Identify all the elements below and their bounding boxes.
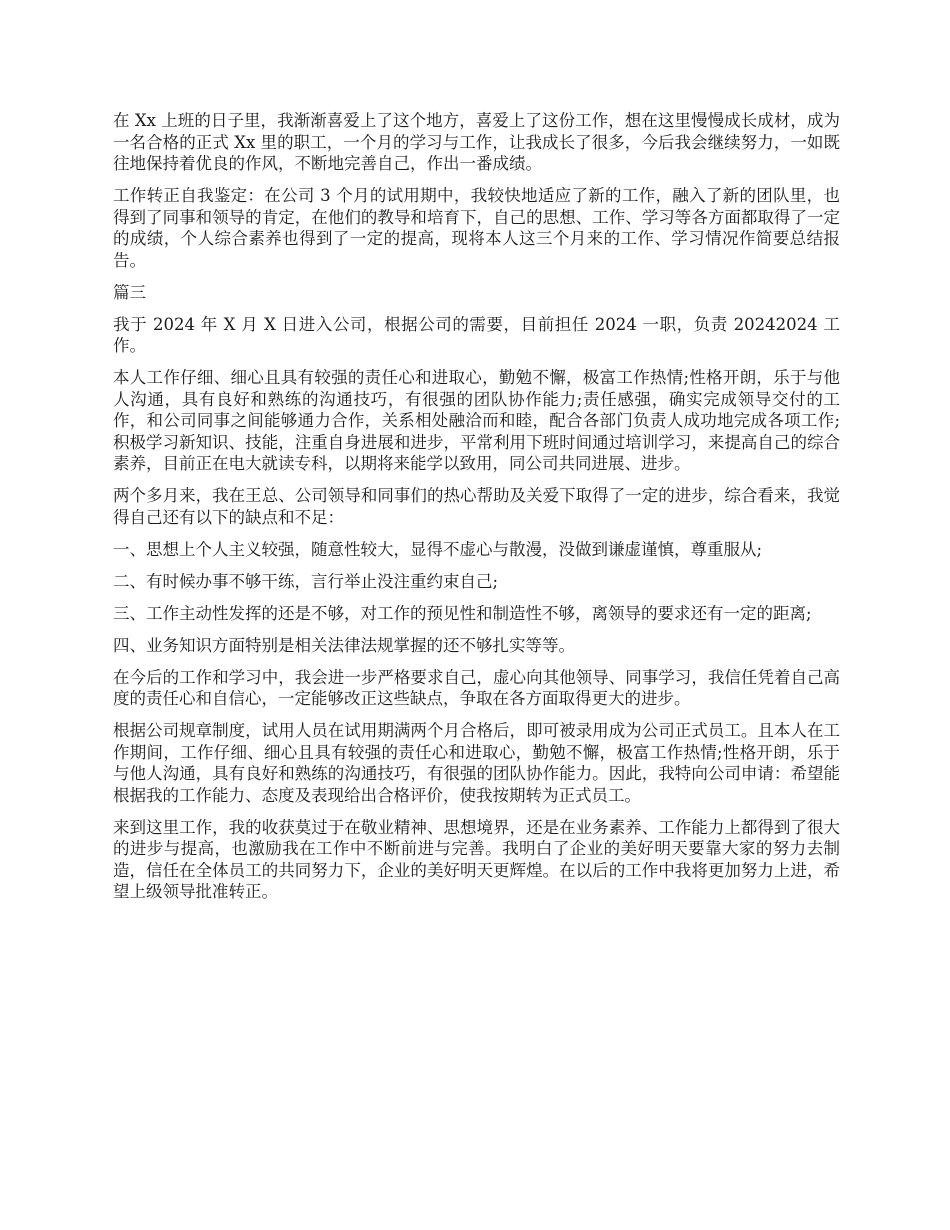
paragraph-1: 在 Xx 上班的日子里，我渐渐喜爱上了这个地方，喜爱上了这份工作，想在这里慢慢成长成材，成为一名合格的正式 Xx 里的职工，一个月的学习与工作，让我成长了很多，今后我会继续努力，一如既往地保持着优良的作风，不断地完善自己，作出一番成绩。 <box>113 111 840 173</box>
list-item-3: 三、工作主动性发挥的还是不够，对工作的预见性和制造性不够，离领导的要求还有一定的距离; <box>113 603 812 623</box>
paragraph-6: 在今后的工作和学习中，我会进一步严格要求自己，虚心向其他领导、同事学习，我信任凭着自己高度的责任心和自信心，一定能够改正这些缺点，争取在各方面取得更大的进步。 <box>113 667 840 708</box>
list-item-2: 二、有时候办事不够干练，言行举止没注重约束自己; <box>113 571 499 591</box>
paragraph-7: 根据公司规章制度，试用人员在试用期满两个月合格后，即可被录用成为公司正式员工。且本人在工作期间，工作仔细、细心且具有较强的责任心和进取心，勤勉不懈，极富工作热情;性格开朗，乐于与他人沟通，具有良好和熟练的沟通技巧，有很强的团队协作能力。因此，我特向公司申请：希望能根据我的工作能力、态度及表现给出合格评价，使我按期转为正式员工。 <box>113 721 840 805</box>
paragraph-2: 工作转正自我鉴定：在公司 3 个月的试用期中，我较快地适应了新的工作，融入了新的团队里，也得到了同事和领导的肯定，在他们的教导和培育下，自己的思想、工作、学习等各方面都取得了一定的成绩，个人综合素养也得到了一定的提高，现将本人这三个月来的工作、学习情况作简要总结报告。 <box>113 186 840 270</box>
list-item-4: 四、业务知识方面特别是相关法律法规掌握的还不够扎实等等。 <box>113 635 575 655</box>
paragraph-5: 两个多月来，我在王总、公司领导和同事们的热心帮助及关爱下取得了一定的进步，综合看来，我觉得自己还有以下的缺点和不足： <box>113 486 840 527</box>
paragraph-8: 来到这里工作，我的收获莫过于在敬业精神、思想境界，还是在业务素养、工作能力上都得到了很大的进步与提高，也激励我在工作中不断前进与完善。我明白了企业的美好明天要靠大家的努力去制造，信任在全体员工的共同努力下，企业的美好明天更辉煌。在以后的工作中我将更加努力上进，希望上级领导批准转正。 <box>113 817 840 901</box>
paragraph-4: 本人工作仔细、细心且具有较强的责任心和进取心，勤勉不懈，极富工作热情;性格开朗，乐于与他人沟通，具有良好和熟练的沟通技巧，有很强的团队协作能力;责任感强，确实完成领导交付的工作，和公司同事之间能够通力合作，关系相处融洽而和睦，配合各部门负责人成功地完成各项工作;积极学习新知识、技能，注重自身进展和进步，平常利用下班时间通过培训学习，来提高自己的综合素养，目前正在电大就读专科，以期将来能学以致用，同公司共同进展、进步。 <box>113 368 840 473</box>
paragraph-3: 我于 2024 年 X 月 X 日进入公司，根据公司的需要，目前担任 2024 一职，负责 20242024 工作。 <box>113 314 840 355</box>
document-body <box>113 110 840 913</box>
section-heading: 篇三 <box>113 282 146 302</box>
list-item-1: 一、思想上个人主义较强，随意性较大，显得不虚心与散漫，没做到谦虚谨慎，尊重服从; <box>113 539 763 559</box>
